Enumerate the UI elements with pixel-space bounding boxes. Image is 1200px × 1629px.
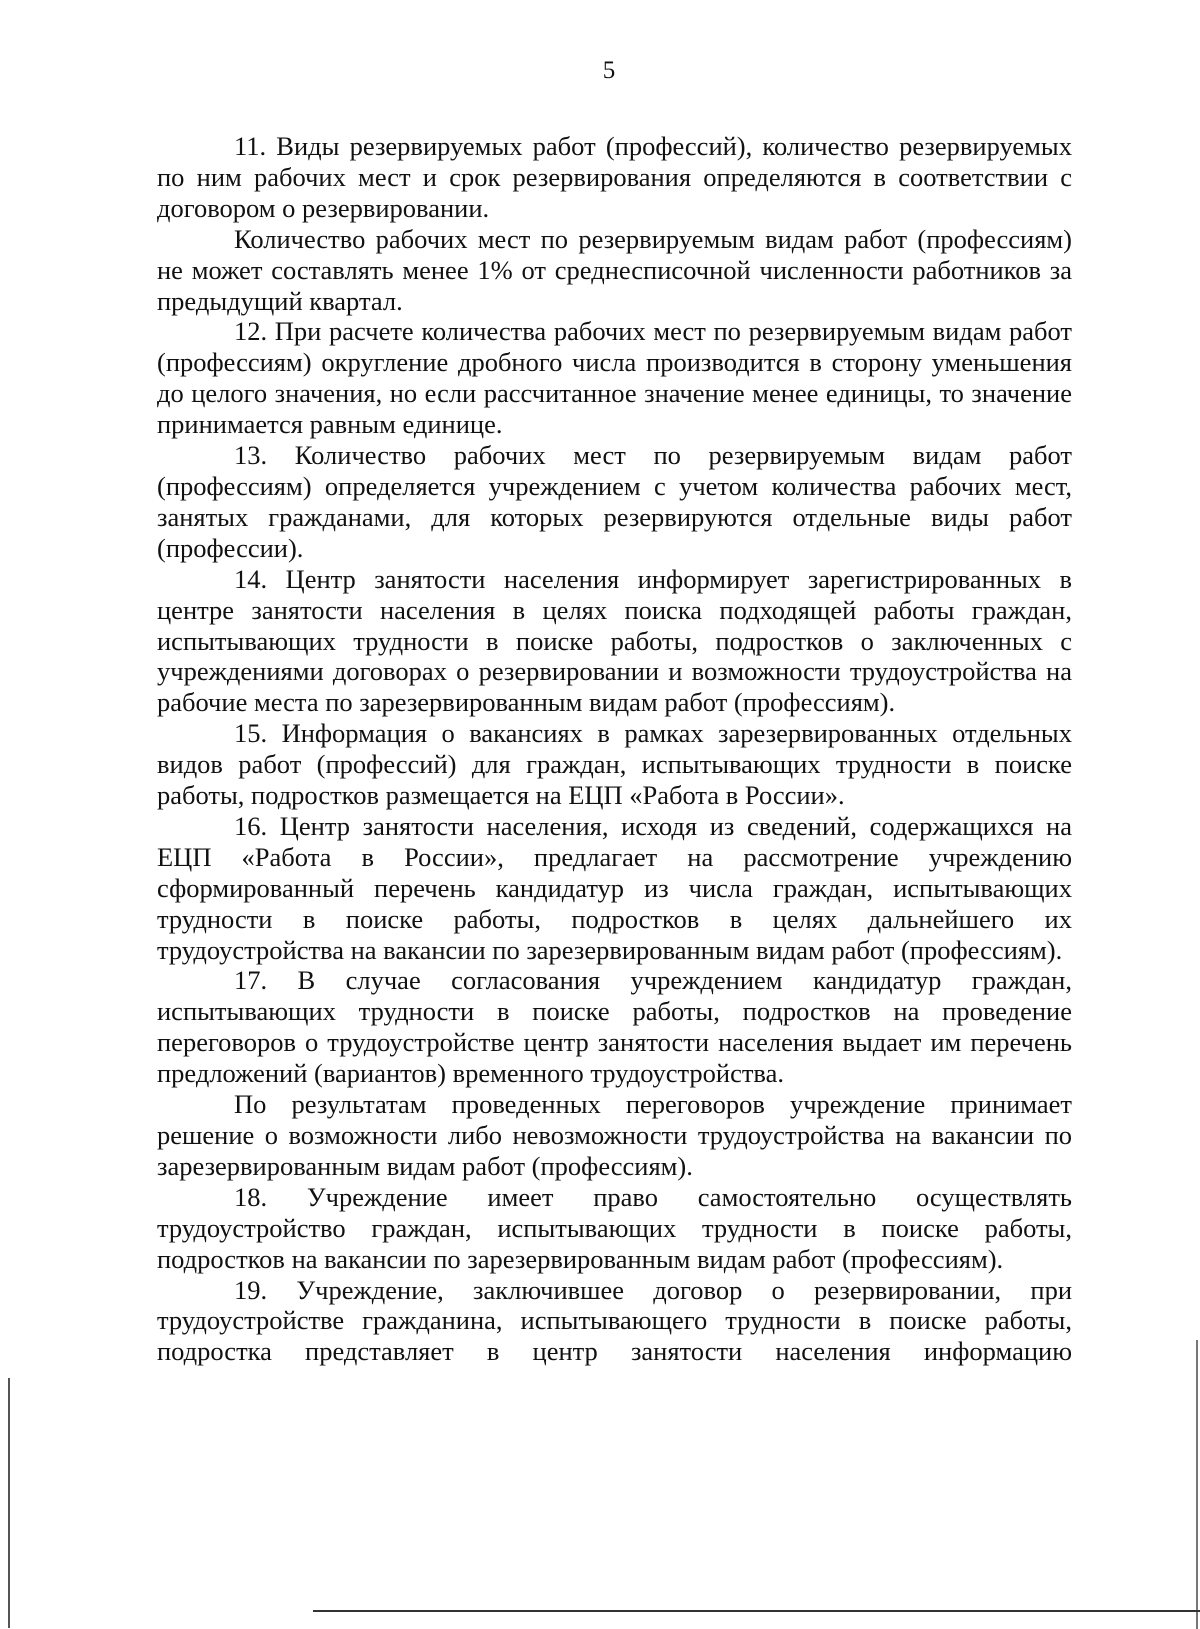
document-body [157, 131, 1072, 1367]
paragraph-18: 18. Учреждение имеет право самостоятельно осуществлять трудоустройство граждан, испытывающих трудности в поиске работы, подростков на вакансии по зарезервированным видам работ (профессиям). [157, 1181, 1072, 1274]
paragraph-17-continuation: По результатам проведенных переговоров учреждение принимает решение о возможности либо невозможности трудоустройства на вакансии по зарезервированным видам работ (профессиям). [157, 1089, 1072, 1181]
paragraph-11-continuation: Количество рабочих мест по резервируемым видам работ (профессиям) не может составлять менее 1% от среднесписочной численности работников за предыдущий квартал. [157, 223, 1072, 316]
paragraph-12: 12. При расчете количества рабочих мест по резервируемым видам работ (профессиям) округление дробного числа производится в сторону уменьшения до целого значения, но если рассчитанное значение менее единицы, то значение принимается равным единице. [157, 316, 1072, 440]
paragraph-19: 19. Учреждение, заключившее договор о резервировании, при трудоустройстве гражданина, испытывающего трудности в поиске работы, подростка представляет в центр занятости населения информацию [157, 1274, 1072, 1367]
page-number: 5 [602, 57, 616, 84]
scan-left-edge-mark [8, 1378, 10, 1628]
paragraph-11: 11. Виды резервируемых работ (профессий), количество резервируемых по ним рабочих мест и срок резервирования определяются в соответствии с договором о резервировании. [157, 131, 1072, 223]
paragraph-17: 17. В случае согласования учреждением кандидатур граждан, испытывающих трудности в поиске работы, подростков на проведение переговоров о трудоустройстве центр занятости населения выдает им перечень предложений (вариантов) временного трудоустройства. [157, 965, 1072, 1089]
paragraph-14: 14. Центр занятости населения информирует зарегистрированных в центре занятости населения в целях поиска подходящей работы граждан, испытывающих трудности в поиске работы, подростков о заключенных с учреждениями договорах о резервировании и возможности трудоустройства на рабочие места по зарезервированным видам работ (профессиям). [157, 563, 1072, 718]
paragraph-15: 15. Информация о вакансиях в рамках зарезервированных отдельных видов работ (профессий) для граждан, испытывающих трудности в поиске работы, подростков размещается на ЕЦП «Работа в России». [157, 718, 1072, 811]
paragraph-13: 13. Количество рабочих мест по резервируемым видам работ (профессиям) определяется учреждением с учетом количества рабочих мест, занятых гражданами, для которых резервируются отдельные виды работ (профессии). [157, 440, 1072, 563]
scan-bottom-edge-line [313, 1610, 1200, 1612]
scan-right-edge-mark [1196, 1340, 1198, 1629]
paragraph-16: 16. Центр занятости населения, исходя из сведений, содержащихся на ЕЦП «Работа в России», предлагает на рассмотрение учреждению сформированный перечень кандидатур из числа граждан, испытывающих трудности в поиске работы, подростков в целях дальнейшего их трудоустройства на вакансии по зарезервированным видам работ (профессиям). [157, 810, 1072, 965]
